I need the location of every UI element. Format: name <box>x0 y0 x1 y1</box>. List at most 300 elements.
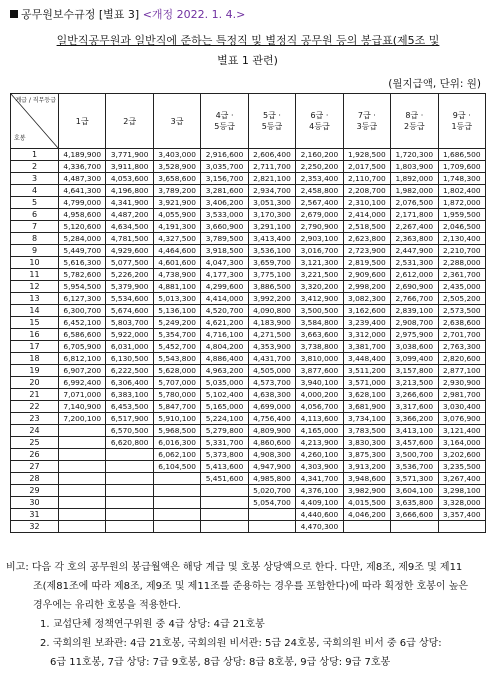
salary-cell: 2,076,500 <box>391 197 438 209</box>
salary-cell: 3,913,200 <box>343 461 390 473</box>
salary-cell: 4,015,500 <box>343 497 390 509</box>
salary-cell: 3,016,700 <box>296 245 343 257</box>
table-header-row <box>11 94 486 149</box>
salary-cell: 1,982,000 <box>391 185 438 197</box>
hobong-cell: 5 <box>11 197 59 209</box>
salary-cell: 3,412,900 <box>296 293 343 305</box>
table-row <box>11 521 486 533</box>
salary-cell: 2,612,000 <box>391 269 438 281</box>
salary-cell: 6,453,500 <box>106 401 153 413</box>
table-row <box>11 485 486 497</box>
salary-cell: 4,376,100 <box>296 485 343 497</box>
salary-cell: 3,298,100 <box>438 485 486 497</box>
column-header: 7급 · 3등급 <box>343 94 390 149</box>
hobong-cell: 2 <box>11 161 59 173</box>
salary-cell: 4,699,000 <box>248 401 295 413</box>
hobong-cell: 9 <box>11 245 59 257</box>
salary-cell: 2,208,700 <box>343 185 390 197</box>
salary-cell: 3,982,900 <box>343 485 390 497</box>
salary-cell: 2,573,500 <box>438 305 486 317</box>
table-title-line1: 일반직공무원과 일반직에 준하는 특정직 및 별정직 공무원 등의 봉급표(제5조 및 <box>56 34 440 47</box>
table-row <box>11 389 486 401</box>
regulation-header <box>10 6 245 22</box>
salary-cell: 2,363,800 <box>391 233 438 245</box>
salary-cell: 5,543,800 <box>153 353 200 365</box>
corner-bottom-label: 호봉 <box>14 135 26 142</box>
salary-cell <box>106 497 153 509</box>
salary-cell: 3,681,900 <box>343 401 390 413</box>
salary-cell: 4,520,700 <box>201 305 248 317</box>
unit-label: (월지급액, 단위: 원) <box>388 78 481 90</box>
salary-cell: 4,929,600 <box>106 245 153 257</box>
salary-cell: 2,638,600 <box>438 317 486 329</box>
salary-cell: 3,448,400 <box>343 353 390 365</box>
salary-cell: 2,821,100 <box>248 173 295 185</box>
hobong-cell: 32 <box>11 521 59 533</box>
salary-cell: 3,406,200 <box>201 197 248 209</box>
salary-cell: 6,620,800 <box>106 437 153 449</box>
table-row <box>11 497 486 509</box>
salary-cell: 4,327,500 <box>153 233 200 245</box>
salary-cell: 4,303,900 <box>296 461 343 473</box>
hobong-cell: 3 <box>11 173 59 185</box>
salary-cell: 2,288,000 <box>438 257 486 269</box>
salary-cell: 2,908,700 <box>391 317 438 329</box>
salary-cell: 4,260,100 <box>296 449 343 461</box>
hobong-cell: 18 <box>11 353 59 365</box>
salary-cell: 2,458,800 <box>296 185 343 197</box>
salary-cell: 4,470,300 <box>296 521 343 533</box>
salary-cell: 2,763,300 <box>438 341 486 353</box>
salary-cell: 2,435,000 <box>438 281 486 293</box>
salary-cell: 2,505,200 <box>438 293 486 305</box>
salary-cell: 3,381,700 <box>343 341 390 353</box>
hobong-cell: 27 <box>11 461 59 473</box>
salary-cell: 2,975,900 <box>391 329 438 341</box>
salary-cell: 4,299,600 <box>201 281 248 293</box>
salary-cell: 3,121,400 <box>438 425 486 437</box>
table-row <box>11 401 486 413</box>
salary-cell: 3,221,500 <box>296 269 343 281</box>
salary-cell: 5,616,300 <box>59 257 106 269</box>
salary-cell: 5,674,600 <box>106 305 153 317</box>
salary-cell: 6,016,300 <box>153 437 200 449</box>
hobong-cell: 19 <box>11 365 59 377</box>
note-item: 6급 11호봉, 7급 상당: 7급 9호봉, 8급 상당: 8급 8호봉, 9급 상당: 9급 7호봉 <box>50 657 391 668</box>
salary-cell: 3,533,000 <box>201 209 248 221</box>
salary-cell: 4,947,900 <box>248 461 295 473</box>
salary-cell <box>201 509 248 521</box>
table-row <box>11 185 486 197</box>
salary-cell <box>153 497 200 509</box>
salary-cell: 6,517,900 <box>106 413 153 425</box>
salary-cell: 2,909,600 <box>343 269 390 281</box>
salary-cell: 2,171,800 <box>391 209 438 221</box>
salary-cell <box>153 521 200 533</box>
table-row <box>11 281 486 293</box>
salary-cell: 4,055,900 <box>153 209 200 221</box>
salary-cell <box>59 497 106 509</box>
salary-cell: 3,635,800 <box>391 497 438 509</box>
salary-cell <box>153 473 200 485</box>
salary-cell: 2,623,800 <box>343 233 390 245</box>
salary-cell: 5,035,000 <box>201 377 248 389</box>
table-row <box>11 245 486 257</box>
hobong-cell: 12 <box>11 281 59 293</box>
table-row <box>11 233 486 245</box>
salary-cell: 4,414,000 <box>201 293 248 305</box>
salary-cell: 5,452,700 <box>153 341 200 353</box>
salary-cell: 4,487,200 <box>106 209 153 221</box>
table-row <box>11 413 486 425</box>
table-row <box>11 377 486 389</box>
hobong-cell: 10 <box>11 257 59 269</box>
salary-cell: 3,235,500 <box>438 461 486 473</box>
salary-cell: 3,328,000 <box>438 497 486 509</box>
salary-cell: 3,789,500 <box>201 233 248 245</box>
salary-cell: 7,071,000 <box>59 389 106 401</box>
table-row <box>11 269 486 281</box>
salary-cell: 5,226,200 <box>106 269 153 281</box>
salary-cell: 3,659,700 <box>248 257 295 269</box>
hobong-cell: 20 <box>11 377 59 389</box>
salary-cell: 3,317,600 <box>391 401 438 413</box>
salary-cell: 2,130,400 <box>438 233 486 245</box>
salary-cell: 2,606,400 <box>248 149 295 161</box>
salary-cell: 4,047,300 <box>201 257 248 269</box>
salary-cell <box>106 473 153 485</box>
salary-cell: 4,963,200 <box>201 365 248 377</box>
salary-cell <box>106 461 153 473</box>
salary-cell: 6,127,300 <box>59 293 106 305</box>
salary-cell: 4,113,600 <box>296 413 343 425</box>
salary-cell <box>59 473 106 485</box>
column-header: 3급 <box>153 94 200 149</box>
regulation-label: 공무원보수규정 [별표 3] <box>21 8 140 21</box>
salary-cell: 3,366,200 <box>391 413 438 425</box>
salary-cell: 3,771,900 <box>106 149 153 161</box>
salary-cell: 3,783,500 <box>343 425 390 437</box>
salary-cell: 2,353,400 <box>296 173 343 185</box>
table-row <box>11 437 486 449</box>
salary-cell <box>343 521 390 533</box>
salary-cell: 4,799,000 <box>59 197 106 209</box>
salary-cell: 4,908,300 <box>248 449 295 461</box>
salary-cell: 2,903,100 <box>296 233 343 245</box>
hobong-cell: 11 <box>11 269 59 281</box>
salary-cell: 3,992,200 <box>248 293 295 305</box>
column-header: 4급 · 5등급 <box>201 94 248 149</box>
salary-cell <box>248 509 295 521</box>
salary-cell: 3,239,400 <box>343 317 390 329</box>
salary-cell: 1,748,300 <box>438 173 486 185</box>
salary-cell: 3,121,300 <box>296 257 343 269</box>
salary-cell: 5,780,000 <box>153 389 200 401</box>
salary-cell: 5,451,600 <box>201 473 248 485</box>
salary-cell: 2,723,900 <box>343 245 390 257</box>
table-row <box>11 305 486 317</box>
salary-cell: 3,511,200 <box>343 365 390 377</box>
salary-cell <box>59 509 106 521</box>
hobong-cell: 22 <box>11 401 59 413</box>
note-line: 조(제81조에 따라 제8조, 제9조 및 제11조를 준용하는 경우를 포함한다)에 따라 획정한 호봉이 높은 <box>33 581 469 592</box>
column-header: 8급 · 2등급 <box>391 94 438 149</box>
salary-cell: 1,720,300 <box>391 149 438 161</box>
salary-cell <box>153 485 200 497</box>
salary-cell: 3,076,900 <box>438 413 486 425</box>
salary-cell: 2,414,000 <box>343 209 390 221</box>
salary-cell <box>106 485 153 497</box>
salary-cell: 3,267,400 <box>438 473 486 485</box>
salary-cell: 4,505,000 <box>248 365 295 377</box>
salary-cell: 6,031,000 <box>106 341 153 353</box>
salary-cell: 3,877,600 <box>296 365 343 377</box>
salary-cell: 2,267,400 <box>391 221 438 233</box>
table-row <box>11 221 486 233</box>
salary-cell: 5,782,600 <box>59 269 106 281</box>
hobong-cell: 25 <box>11 437 59 449</box>
hobong-cell: 13 <box>11 293 59 305</box>
salary-cell: 4,000,200 <box>296 389 343 401</box>
salary-cell: 4,641,300 <box>59 185 106 197</box>
salary-cell: 3,320,200 <box>296 281 343 293</box>
salary-cell: 7,200,100 <box>59 413 106 425</box>
salary-cell: 3,035,700 <box>201 161 248 173</box>
column-header: 6급 · 4등급 <box>296 94 343 149</box>
salary-cell: 6,383,100 <box>106 389 153 401</box>
salary-cell: 3,213,500 <box>391 377 438 389</box>
salary-cell: 4,958,600 <box>59 209 106 221</box>
hobong-cell: 1 <box>11 149 59 161</box>
salary-cell: 6,570,500 <box>106 425 153 437</box>
table-row <box>11 173 486 185</box>
salary-cell: 1,803,900 <box>391 161 438 173</box>
salary-cell: 5,077,500 <box>106 257 153 269</box>
salary-cell: 3,312,000 <box>343 329 390 341</box>
salary-cell: 1,872,000 <box>438 197 486 209</box>
salary-cell: 3,918,500 <box>201 245 248 257</box>
salary-cell: 4,464,600 <box>153 245 200 257</box>
column-header: 9급 · 1등급 <box>438 94 486 149</box>
salary-cell: 1,959,500 <box>438 209 486 221</box>
salary-cell: 4,621,200 <box>201 317 248 329</box>
salary-cell: 3,536,100 <box>248 245 295 257</box>
salary-cell: 3,584,800 <box>296 317 343 329</box>
salary-cell: 2,711,700 <box>248 161 295 173</box>
salary-cell: 4,053,600 <box>106 173 153 185</box>
salary-cell: 5,922,000 <box>106 329 153 341</box>
table-row <box>11 425 486 437</box>
salary-cell: 3,940,100 <box>296 377 343 389</box>
salary-cell: 3,536,700 <box>391 461 438 473</box>
salary-table <box>10 93 486 533</box>
hobong-cell: 15 <box>11 317 59 329</box>
hobong-cell: 17 <box>11 341 59 353</box>
salary-cell: 3,789,200 <box>153 185 200 197</box>
salary-cell: 5,120,600 <box>59 221 106 233</box>
salary-cell: 5,628,000 <box>153 365 200 377</box>
salary-cell: 4,183,900 <box>248 317 295 329</box>
note-item: 1. 교섭단체 정책연구위원 중 4급 상당: 4급 21호봉 <box>40 619 265 630</box>
revision-label: <개정 2022. 1. 4.> <box>142 8 246 21</box>
salary-cell: 4,271,500 <box>248 329 295 341</box>
salary-cell: 3,038,600 <box>391 341 438 353</box>
salary-cell: 3,663,600 <box>296 329 343 341</box>
salary-cell: 3,156,700 <box>201 173 248 185</box>
table-row <box>11 473 486 485</box>
salary-cell: 5,354,700 <box>153 329 200 341</box>
salary-cell: 3,099,400 <box>391 353 438 365</box>
salary-cell <box>201 485 248 497</box>
salary-cell: 2,819,500 <box>343 257 390 269</box>
hobong-cell: 24 <box>11 425 59 437</box>
salary-cell: 4,738,900 <box>153 269 200 281</box>
salary-cell: 3,357,400 <box>438 509 486 521</box>
salary-cell: 4,056,700 <box>296 401 343 413</box>
salary-cell: 1,928,500 <box>343 149 390 161</box>
salary-cell <box>248 521 295 533</box>
salary-cell: 5,284,000 <box>59 233 106 245</box>
table-row <box>11 149 486 161</box>
salary-cell: 6,222,500 <box>106 365 153 377</box>
salary-cell: 3,030,400 <box>438 401 486 413</box>
salary-cell: 6,452,100 <box>59 317 106 329</box>
salary-cell: 5,379,900 <box>106 281 153 293</box>
salary-cell: 4,341,900 <box>106 197 153 209</box>
salary-cell <box>59 521 106 533</box>
salary-cell: 3,658,600 <box>153 173 200 185</box>
salary-cell: 3,810,000 <box>296 353 343 365</box>
salary-cell <box>391 521 438 533</box>
salary-cell: 6,300,700 <box>59 305 106 317</box>
hobong-cell: 30 <box>11 497 59 509</box>
table-row <box>11 365 486 377</box>
table-row <box>11 317 486 329</box>
salary-cell: 6,130,500 <box>106 353 153 365</box>
salary-cell: 5,165,000 <box>201 401 248 413</box>
hobong-cell: 14 <box>11 305 59 317</box>
salary-cell: 2,447,900 <box>391 245 438 257</box>
salary-cell: 4,213,900 <box>296 437 343 449</box>
salary-cell: 2,916,600 <box>201 149 248 161</box>
hobong-cell: 7 <box>11 221 59 233</box>
notes-section <box>6 558 490 672</box>
salary-cell: 5,224,100 <box>201 413 248 425</box>
salary-cell: 4,440,600 <box>296 509 343 521</box>
salary-cell: 3,886,500 <box>248 281 295 293</box>
salary-cell: 2,930,900 <box>438 377 486 389</box>
salary-cell: 4,353,900 <box>248 341 295 353</box>
salary-cell <box>59 437 106 449</box>
salary-cell: 3,051,300 <box>248 197 295 209</box>
salary-cell: 2,531,300 <box>391 257 438 269</box>
column-header: 1급 <box>59 94 106 149</box>
table-row <box>11 209 486 221</box>
salary-cell: 4,756,400 <box>248 413 295 425</box>
hobong-cell: 29 <box>11 485 59 497</box>
hobong-cell: 4 <box>11 185 59 197</box>
salary-cell: 3,604,100 <box>391 485 438 497</box>
salary-cell: 5,020,700 <box>248 485 295 497</box>
salary-cell: 5,102,400 <box>201 389 248 401</box>
table-row <box>11 509 486 521</box>
column-header: 2급 <box>106 94 153 149</box>
table-row <box>11 329 486 341</box>
salary-cell: 3,571,000 <box>343 377 390 389</box>
salary-cell: 3,948,600 <box>343 473 390 485</box>
salary-cell: 2,210,700 <box>438 245 486 257</box>
salary-cell: 4,189,900 <box>59 149 106 161</box>
salary-cell: 2,839,100 <box>391 305 438 317</box>
table-row <box>11 257 486 269</box>
hobong-cell: 28 <box>11 473 59 485</box>
salary-cell: 5,054,700 <box>248 497 295 509</box>
salary-cell <box>106 509 153 521</box>
salary-cell: 4,341,700 <box>296 473 343 485</box>
salary-cell: 3,457,600 <box>391 437 438 449</box>
salary-cell: 6,812,100 <box>59 353 106 365</box>
table-row <box>11 197 486 209</box>
salary-cell: 2,046,500 <box>438 221 486 233</box>
salary-cell: 2,690,900 <box>391 281 438 293</box>
square-bullet-icon <box>10 10 18 18</box>
salary-cell: 3,875,300 <box>343 449 390 461</box>
salary-cell: 2,820,600 <box>438 353 486 365</box>
salary-cell: 3,266,600 <box>391 389 438 401</box>
salary-cell: 2,017,500 <box>343 161 390 173</box>
salary-cell: 4,634,500 <box>106 221 153 233</box>
salary-cell: 4,573,700 <box>248 377 295 389</box>
salary-cell: 6,705,900 <box>59 341 106 353</box>
corner-top-label: 계급 / 직무등급 <box>15 97 56 104</box>
salary-cell: 3,281,600 <box>201 185 248 197</box>
hobong-cell: 16 <box>11 329 59 341</box>
salary-cell: 3,500,700 <box>391 449 438 461</box>
salary-cell: 3,403,000 <box>153 149 200 161</box>
salary-cell: 3,413,100 <box>391 425 438 437</box>
salary-cell <box>438 521 486 533</box>
salary-cell: 5,803,700 <box>106 317 153 329</box>
salary-cell: 2,679,000 <box>296 209 343 221</box>
salary-cell: 6,062,100 <box>153 449 200 461</box>
salary-cell: 3,628,100 <box>343 389 390 401</box>
salary-cell: 4,809,900 <box>248 425 295 437</box>
salary-cell: 4,191,300 <box>153 221 200 233</box>
salary-cell: 2,310,100 <box>343 197 390 209</box>
salary-cell: 7,140,900 <box>59 401 106 413</box>
salary-cell: 4,601,600 <box>153 257 200 269</box>
table-row <box>11 449 486 461</box>
salary-cell: 3,911,800 <box>106 161 153 173</box>
salary-cell <box>59 461 106 473</box>
salary-cell <box>201 497 248 509</box>
salary-cell: 5,707,000 <box>153 377 200 389</box>
salary-cell <box>59 485 106 497</box>
salary-cell: 4,487,300 <box>59 173 106 185</box>
salary-cell: 4,165,000 <box>296 425 343 437</box>
salary-cell: 5,279,800 <box>201 425 248 437</box>
salary-cell: 4,886,400 <box>201 353 248 365</box>
salary-cell: 5,331,700 <box>201 437 248 449</box>
salary-cell: 2,934,700 <box>248 185 295 197</box>
table-row <box>11 293 486 305</box>
salary-cell: 2,518,500 <box>343 221 390 233</box>
salary-cell: 2,877,100 <box>438 365 486 377</box>
salary-cell: 5,534,600 <box>106 293 153 305</box>
note-line: 비고: 다음 각 호의 공무원의 봉급월액은 해당 계급 및 호봉 상당액으로 한다. 다만, 제8조, 제9조 및 제11 <box>6 562 463 573</box>
table-title-line2: 별표 1 관련) <box>217 54 278 67</box>
salary-cell: 3,775,100 <box>248 269 295 281</box>
